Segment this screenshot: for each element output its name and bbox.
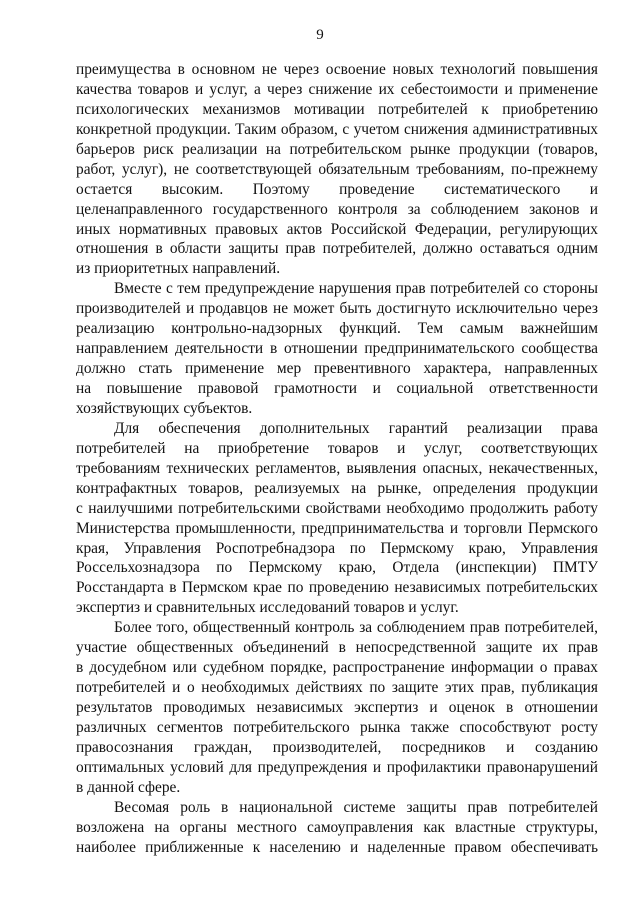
text-line: целенаправленного государственного контроля за соблюдением законов и: [76, 200, 598, 218]
text-line: правосознания граждан, производителей, посредников и созданию: [76, 738, 598, 756]
text-line: иных нормативных правовых актов Российской Федерации, регулирующих: [76, 220, 598, 238]
text-line: Росстандарта в Пермском крае по проведению независимых потребительских: [76, 579, 598, 597]
text-line: психологических механизмов мотивации потребителей к приобретению: [76, 100, 598, 118]
page-number: 9: [316, 27, 324, 43]
text-line: оптимальных условий для предупреждения и профилактики правонарушений: [76, 758, 598, 776]
text-line: требованиям технических регламентов, выявления опасных, некачественных,: [76, 459, 598, 477]
text-line: качества товаров и услуг, а через снижение их себестоимости и применение: [76, 80, 598, 98]
text-line: результатов проводимых независимых экспертиз и оценок в отношении: [76, 699, 598, 716]
text-line: контрафактных товаров, реализуемых на рынке, определения продукции: [76, 479, 598, 497]
text-line: участие общественных объединений в непосредственной защите их прав: [76, 639, 598, 657]
text-line: Россельхознадзора по Пермскому краю, Отдела (инспекции) ПМТУ: [76, 559, 598, 577]
text-line: Весомая роль в национальной системе защиты прав потребителей: [114, 798, 598, 816]
text-line: возложена на органы местного самоуправления как властные структуры,: [76, 818, 598, 836]
text-line: из приоритетных направлений.: [76, 260, 281, 278]
text-line: преимущества в основном не через освоение новых технологий повышения: [76, 61, 598, 78]
text-line: экспертиз и сравнительных исследований товаров и услуг.: [76, 599, 459, 617]
text-line: наиболее приближенные к населению и наделенные правом обеспечивать: [76, 838, 598, 856]
text-line: отношения в области защиты прав потребителей, должно оставаться одним: [76, 240, 598, 258]
text-line: остается высоким. Поэтому проведение систематического и: [76, 180, 598, 198]
text-line: барьеров риск реализации на потребительском рынке продукции (товаров,: [76, 140, 598, 158]
text-line: Для обеспечения дополнительных гарантий реализации права: [114, 419, 598, 437]
text-line: различных сегментов потребительского рынка также способствуют росту: [76, 718, 598, 736]
text-line: производителей и продавцов не может быть достигнуто исключительно через: [76, 300, 598, 318]
text-line: должно стать применение мер превентивного характера, направленных: [76, 360, 598, 378]
text-line: Министерства промышленности, предпринимательства и торговли Пермского: [76, 519, 598, 537]
text-line: направлением деятельности в отношении предпринимательского сообщества: [76, 340, 598, 358]
text-line: конкретной продукции. Таким образом, с учетом снижения административных: [76, 120, 598, 138]
text-line: в досудебном или судебном порядке, распространение информации о правах: [76, 659, 598, 677]
document-body-text: [76, 60, 598, 858]
text-line: в данной сфере.: [76, 778, 181, 796]
text-line: края, Управления Роспотребнадзора по Пермскому краю, Управления: [76, 539, 598, 557]
text-line: на повышение правовой грамотности и социальной ответственности: [76, 380, 598, 397]
text-line: Более того, общественный контроль за соблюдением прав потребителей,: [114, 619, 598, 637]
text-line: с наилучшими потребительскими свойствами необходимо продолжить работу: [76, 499, 598, 517]
text-line: потребителей и о необходимых действиях по защите этих прав, публикация: [76, 679, 598, 697]
text-line: Вместе с тем предупреждение нарушения прав потребителей со стороны: [114, 280, 598, 298]
text-line: потребителей на приобретение товаров и услуг, соответствующих: [76, 439, 598, 457]
text-line: работ, услуг), не соответствующей обязательным требованиям, по-прежнему: [76, 160, 598, 178]
text-line: реализацию контрольно-надзорных функций. Тем самым важнейшим: [76, 320, 598, 338]
text-line: хозяйствующих субъектов.: [76, 399, 253, 417]
